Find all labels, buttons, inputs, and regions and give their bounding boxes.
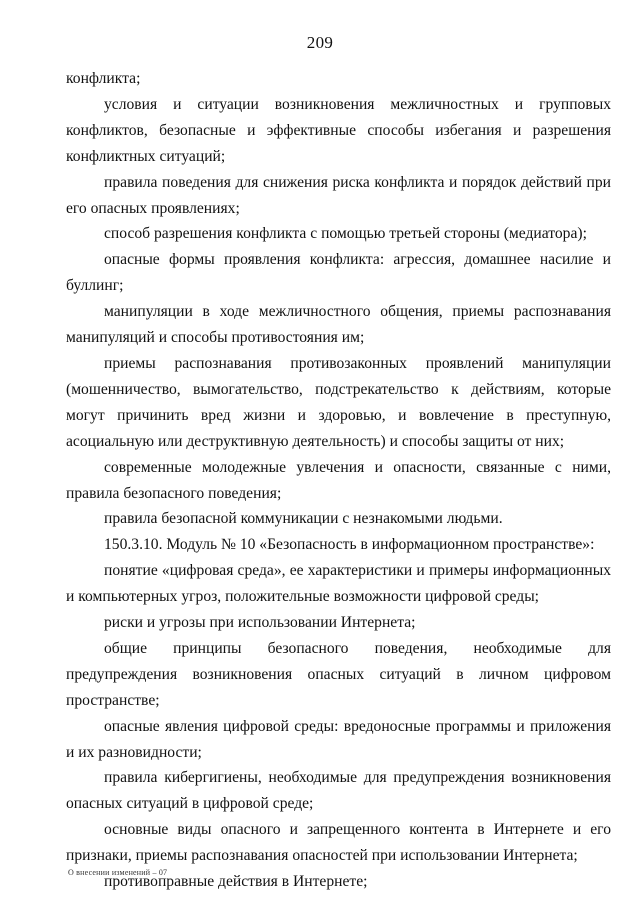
paragraph: условия и ситуации возникновения межличностных и групповых конфликтов, безопасные и эффективные способы избегания и разрешения конфликтных ситуаций; <box>66 95 611 165</box>
paragraph: манипуляции в ходе межличностного общения, приемы распознавания манипуляций и способы противостояния им; <box>66 303 611 347</box>
paragraph: опасные формы проявления конфликта: агрессия, домашнее насилие и буллинг; <box>66 251 611 295</box>
paragraph: опасные явления цифровой среды: вредоносные программы и приложения и их разновидности; <box>66 717 611 761</box>
paragraph: риски и угрозы при использовании Интернета; <box>104 614 416 632</box>
paragraph: способ разрешения конфликта с помощью третьей стороны (медиатора); <box>104 225 587 243</box>
paragraph: конфликта; <box>66 70 141 87</box>
paragraph: приемы распознавания противозаконных проявлений манипуляции (мошенничество, вымогательство, подстрекательство к действиям, которые могут причинить вред жизни и здоровью, и вовлечение в преступную, асоциальную или деструктивную деятельность) и способы защиты от них; <box>66 354 611 450</box>
paragraph: правила поведения для снижения риска конфликта и порядок действий при его опасных проявлениях; <box>66 173 611 217</box>
paragraph: понятие «цифровая среда», ее характеристики и примеры информационных и компьютерных угроз, положительные возможности цифровой среды; <box>66 562 611 606</box>
footer-note: О внесении изменений – 07 <box>68 868 168 877</box>
body-text <box>66 66 611 895</box>
paragraph: правила кибергигиены, необходимые для предупреждения возникновения опасных ситуаций в цифровой среде; <box>66 769 611 813</box>
paragraph: современные молодежные увлечения и опасности, связанные с ними, правила безопасного поведения; <box>66 458 611 502</box>
section-heading: 150.3.10. Модуль № 10 «Безопасность в информационном пространстве»: <box>104 536 595 554</box>
paragraph: правила безопасной коммуникации с незнакомыми людьми. <box>104 510 503 528</box>
paragraph: противоправные действия в Интернете; <box>104 873 368 891</box>
page-number: 209 <box>306 33 334 52</box>
paragraph: основные виды опасного и запрещенного контента в Интернете и его признаки, приемы распознавания опасностей при использовании Интернета; <box>66 821 611 865</box>
paragraph: общие принципы безопасного поведения, необходимые для предупреждения возникновения опасных ситуаций в личном цифровом пространстве; <box>66 639 611 709</box>
